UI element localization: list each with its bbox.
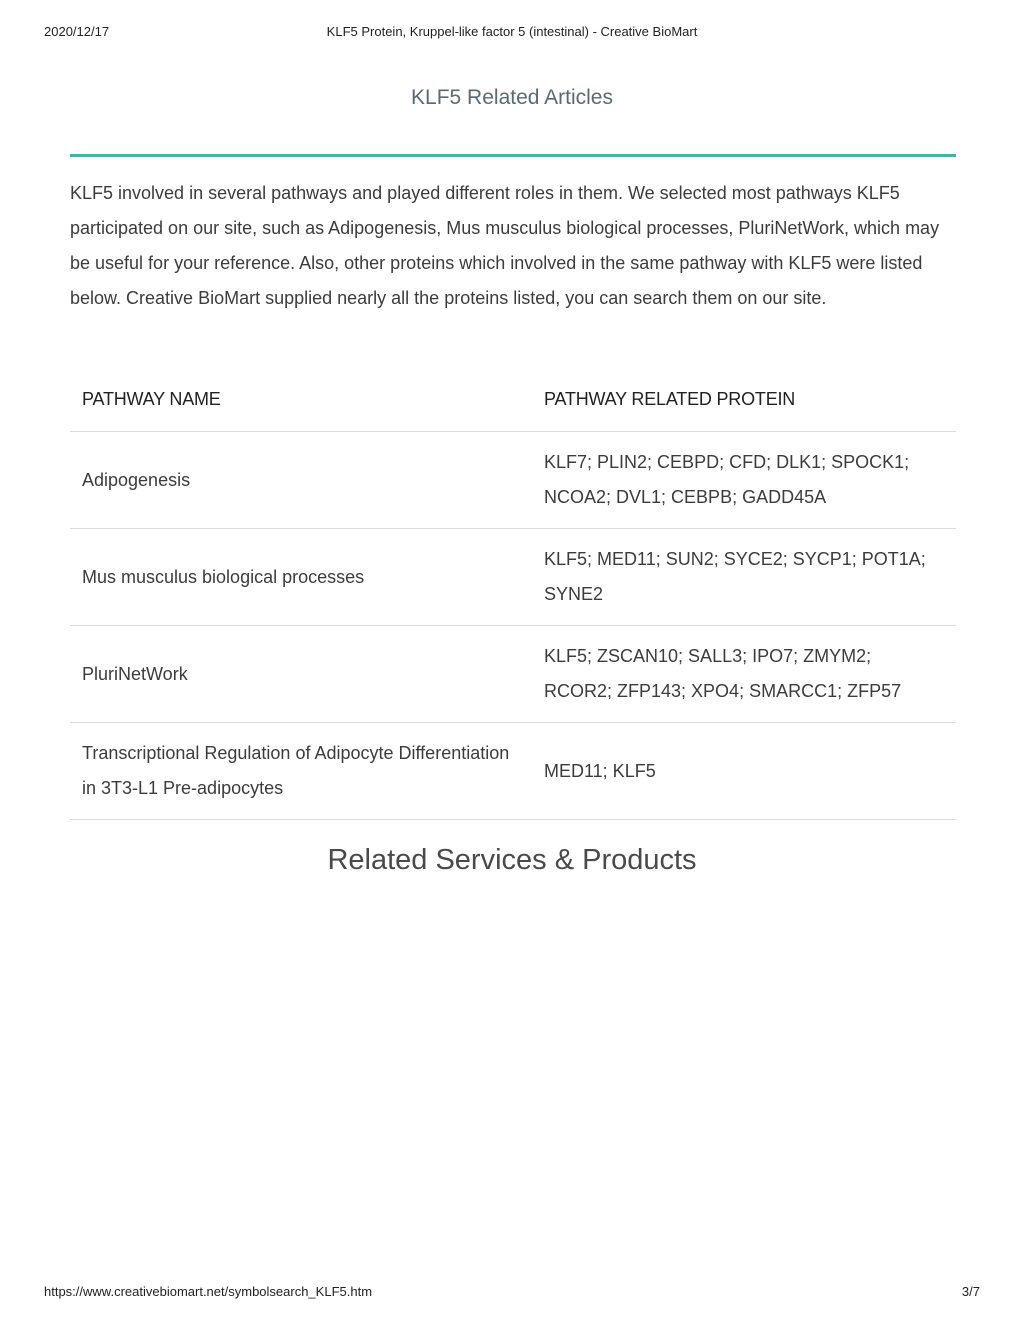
related-articles-heading: KLF5 Related Articles <box>411 86 613 109</box>
related-protein-cell: KLF7; PLIN2; CEBPD; CFD; DLK1; SPOCK1; NCOA2; DVL1; CEBPB; GADD45A <box>532 432 956 529</box>
pathway-name-header: PATHWAY NAME <box>70 368 532 432</box>
table-row <box>70 529 956 626</box>
print-date: 2020/12/17 <box>44 24 110 39</box>
related-protein-cell: KLF5; ZSCAN10; SALL3; IPO7; ZMYM2; RCOR2; ZFP143; XPO4; SMARCC1; ZFP57 <box>532 626 956 723</box>
pathway-name-cell: Adipogenesis <box>70 432 532 529</box>
table-row <box>70 626 956 723</box>
intro-paragraph: KLF5 involved in several pathways and played different roles in them. We selected most pathways KLF5 participated on our site, such as Adipogenesis, Mus musculus biological processes, PluriNetWork, which may be useful for your reference. Also, other proteins which involved in the same pathway with KLF5 were listed below. Creative BioMart supplied nearly all the proteins listed, you can search them on our site. <box>70 183 940 308</box>
related-services-heading: Related Services & Products <box>327 844 697 876</box>
pathway-name-cell: PluriNetWork <box>70 626 532 723</box>
related-protein-cell: MED11; KLF5 <box>532 723 956 820</box>
section-divider <box>70 154 956 157</box>
pathway-name-cell: Mus musculus biological processes <box>70 529 532 626</box>
pathway-table <box>70 368 956 820</box>
related-protein-cell: KLF5; MED11; SUN2; SYCE2; SYCP1; POT1A; SYNE2 <box>532 529 956 626</box>
table-row <box>70 723 956 820</box>
related-protein-header: PATHWAY RELATED PROTEIN <box>532 368 956 432</box>
print-url: https://www.creativebiomart.net/symbolsearch_KLF5.htm <box>44 1284 373 1299</box>
table-row <box>70 432 956 529</box>
table-header-row <box>70 368 956 432</box>
pathway-name-cell: Transcriptional Regulation of Adipocyte Differentiation in 3T3-L1 Pre-adipocytes <box>70 723 532 820</box>
print-page-title: KLF5 Protein, Kruppel-like factor 5 (intestinal) - Creative BioMart <box>326 24 698 39</box>
print-page-number: 3/7 <box>961 1284 980 1299</box>
